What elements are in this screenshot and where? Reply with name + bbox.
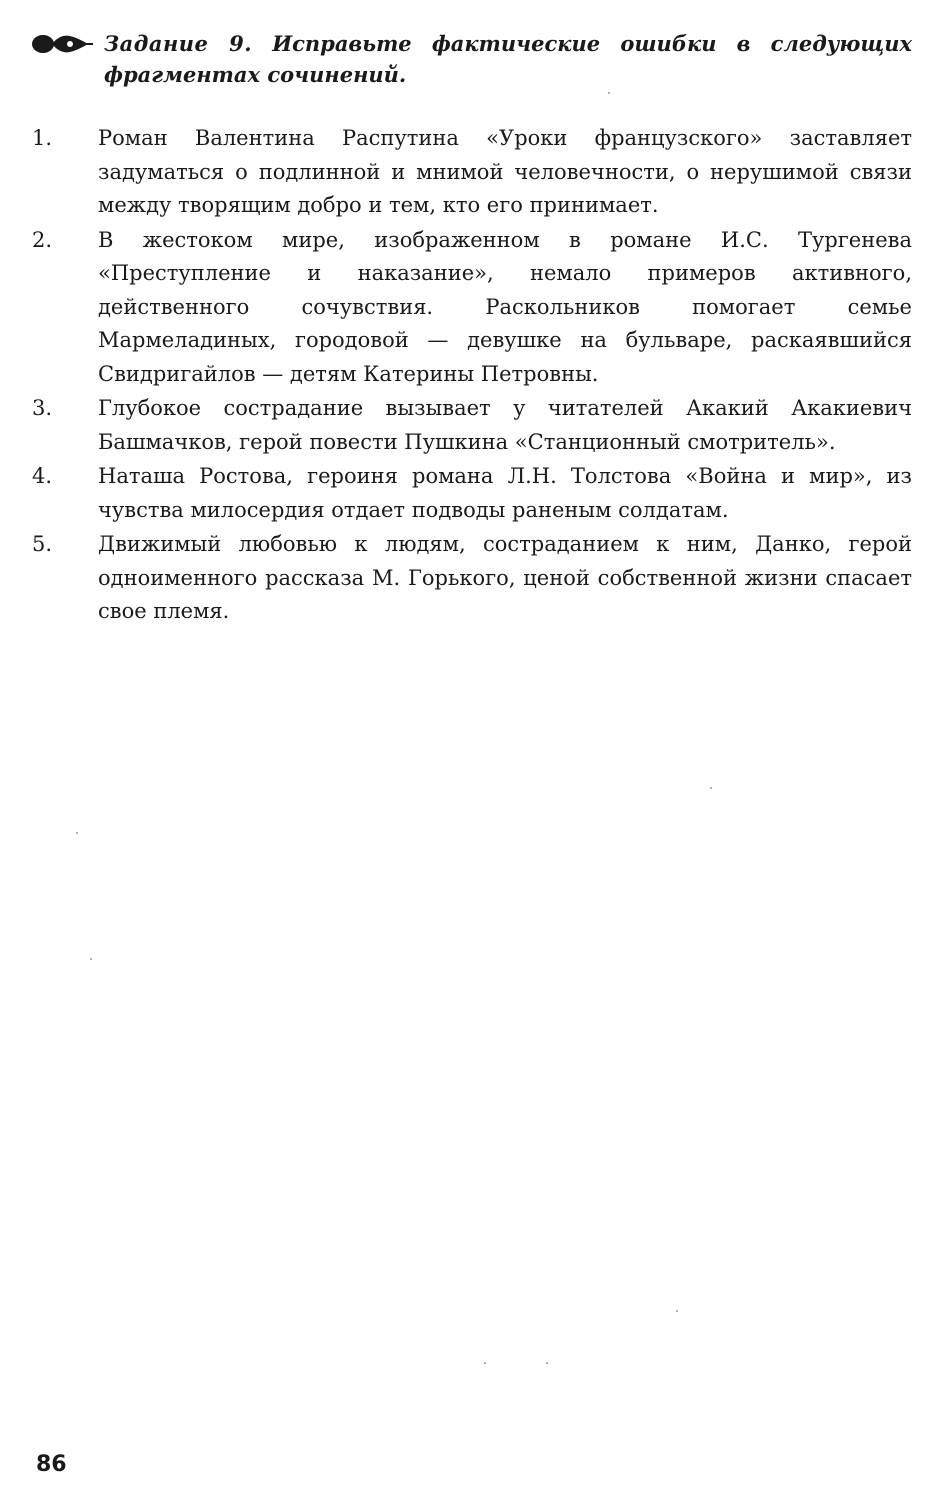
list-item: [32, 392, 912, 459]
item-text: Наташа Ростова, героиня романа Л.Н. Толстова «Война и мир», из чувства милосердия отдает подводы раненым солдатам.: [98, 464, 912, 522]
task-instruction: [104, 28, 912, 90]
list-item: [32, 122, 912, 223]
item-text: Роман Валентина Распутина «Уроки французского» заставляет задуматься о подлинной и мнимой человечности, о нерушимой связи между творящим добро и тем, кто его принимает.: [98, 126, 912, 217]
item-number: 3.: [32, 396, 53, 420]
task-label: Задание 9.: [104, 31, 253, 56]
scan-speck: [484, 1362, 486, 1364]
item-text: Глубокое сострадание вызывает у читателей Акакий Акакиевич Башмачков, герой повести Пушкина «Станционный смотритель».: [98, 396, 912, 454]
item-number: 2.: [32, 227, 53, 252]
scan-speck: [676, 1310, 678, 1312]
scan-speck: [608, 92, 610, 94]
pen-nib-icon: [30, 30, 94, 58]
item-number: 1.: [32, 126, 53, 150]
list-item: [32, 460, 912, 527]
task-header: [30, 28, 912, 90]
item-text: В жестоком мире, изображенном в романе И.С. Тургенева «Преступление и наказание», немало примеров активного, действенного сочувствия. Раскольников помогает семье Мармеладиных, городовой — девушке на бульваре, раскаявшийся Свидригайлов — детям Катерины Петровны.: [98, 227, 912, 386]
exercise-list: [32, 122, 912, 630]
item-text: Движимый любовью к людям, состраданием к ним, Данко, герой одноименного рассказа М. Горького, ценой собственной жизни спасает свое племя.: [98, 532, 912, 623]
scan-speck: [710, 787, 712, 789]
page-number: 86: [36, 1452, 67, 1477]
list-item: [32, 528, 912, 629]
scan-speck: [546, 1362, 548, 1364]
item-number: 5.: [32, 532, 53, 556]
task-instruction-text: Исправьте фактические ошибки в следующих фрагментах сочинений.: [104, 31, 912, 87]
scan-speck: [76, 832, 78, 834]
list-item: [32, 224, 912, 392]
scan-speck: [90, 958, 92, 960]
item-number: 4.: [32, 464, 53, 488]
